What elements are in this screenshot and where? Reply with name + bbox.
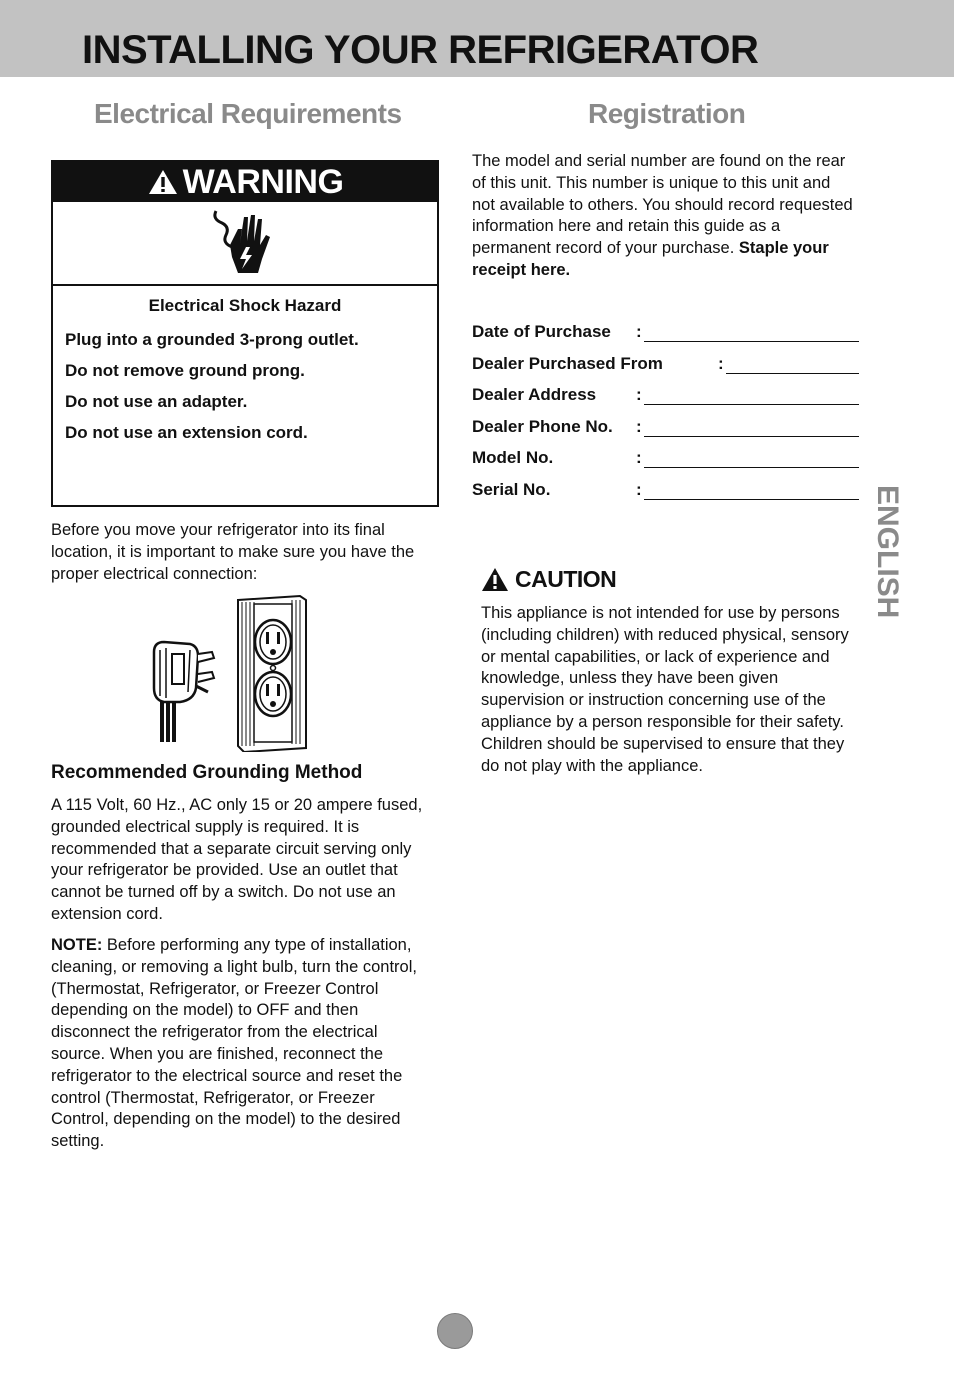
form-row-dealer-phone [472,415,862,447]
serial-no-field[interactable] [644,499,859,500]
form-label: Model No. [472,448,554,467]
caution-label: CAUTION [515,566,617,592]
form-row-date-of-purchase [472,320,862,352]
plug-outlet-illustration [150,592,310,752]
note-label: NOTE: [51,936,103,954]
form-colon: : [636,322,642,341]
hazard-item: Do not use an adapter. [65,392,248,411]
registration-title: Registration [588,98,746,129]
note-paragraph [51,935,436,1153]
form-colon: : [718,353,724,373]
caution-paragraph: This appliance is not intended for use by persons (including children) with reduced physical, sensory or mental capabilities, or lack of experience and knowledge, unless they have been given supervision or instruction concerning use of the appliance by a person responsible for their safety. Children should be supervised to ensure that they do not play with the appliance. [481,604,849,775]
warning-box [51,160,439,507]
form-colon: : [636,385,642,404]
form-label: Dealer Address [472,385,597,404]
form-row-dealer-address [472,383,862,415]
form-row-dealer-purchased-from [472,352,862,384]
form-row-model-no [472,446,862,478]
dealer-address-field[interactable] [644,404,859,405]
registration-staple-note: Staple your receipt here. [472,239,829,279]
form-row-serial-no [472,478,862,510]
page-number-dot [437,1313,473,1349]
form-colon: : [636,448,642,467]
warning-header [53,162,437,202]
hazard-title: Electrical Shock Hazard [148,296,342,315]
form-label: Dealer Phone No. [472,416,613,436]
language-side-tab: ENGLISH [871,485,904,619]
model-no-field[interactable] [644,467,859,468]
form-label: Dealer Purchased From [472,353,663,373]
hazard-item: Do not remove ground prong. [65,361,305,380]
registration-body: The model and serial number are found on the rear of this unit. This number is unique to this unit and not available to others. You should record requested information here and retain this guide as a permanent record of your purchase. [472,152,853,258]
warning-label: WARNING [182,162,344,201]
dealer-phone-field[interactable] [644,436,859,437]
grounding-paragraph: A 115 Volt, 60 Hz., AC only 15 or 20 ampere fused, grounded electrical supply is required. It is recommended that a separate circuit serving only your refrigerator be provided. Use an outlet that cannot be turned off by a switch. Do not use an extension cord. [51,796,423,923]
form-label: Serial No. [472,479,551,499]
hazard-list [65,324,437,448]
hazard-item: Do not use an extension cord. [65,423,308,442]
form-colon: : [636,416,642,436]
form-label: Date of Purchase [472,322,611,341]
intro-paragraph: Before you move your refrigerator into its final location, it is important to make sure you have the proper electrical connection: [51,521,415,583]
registration-form [472,320,862,509]
grounding-heading: Recommended Grounding Method [51,762,363,783]
caution-title [481,566,616,593]
caution-triangle-icon [481,567,509,592]
warning-icon-area [53,202,437,286]
hazard-item: Plug into a grounded 3-prong outlet. [65,330,359,349]
electrical-requirements-title: Electrical Requirements [94,98,402,129]
warning-triangle-icon [147,168,179,196]
registration-paragraph [472,151,857,282]
date-of-purchase-field[interactable] [644,341,859,342]
form-colon: : [636,479,642,499]
page-title: INSTALLING YOUR REFRIGERATOR [82,28,759,72]
dealer-purchased-from-field[interactable] [726,373,859,374]
note-body: Before performing any type of installation, cleaning, or removing a light bulb, turn the control, (Thermostat, Refrigerator, or Freezer Control depending on the model) to OFF and then disconnect the refrigerator from the electrical source. When you are finished, reconnect the refrigerator to the electrical source and reset the control (Thermostat, Refrigerator, or Freezer Control, depending on the model) to the desired setting. [51,936,417,1151]
electric-shock-hand-icon [210,207,280,279]
